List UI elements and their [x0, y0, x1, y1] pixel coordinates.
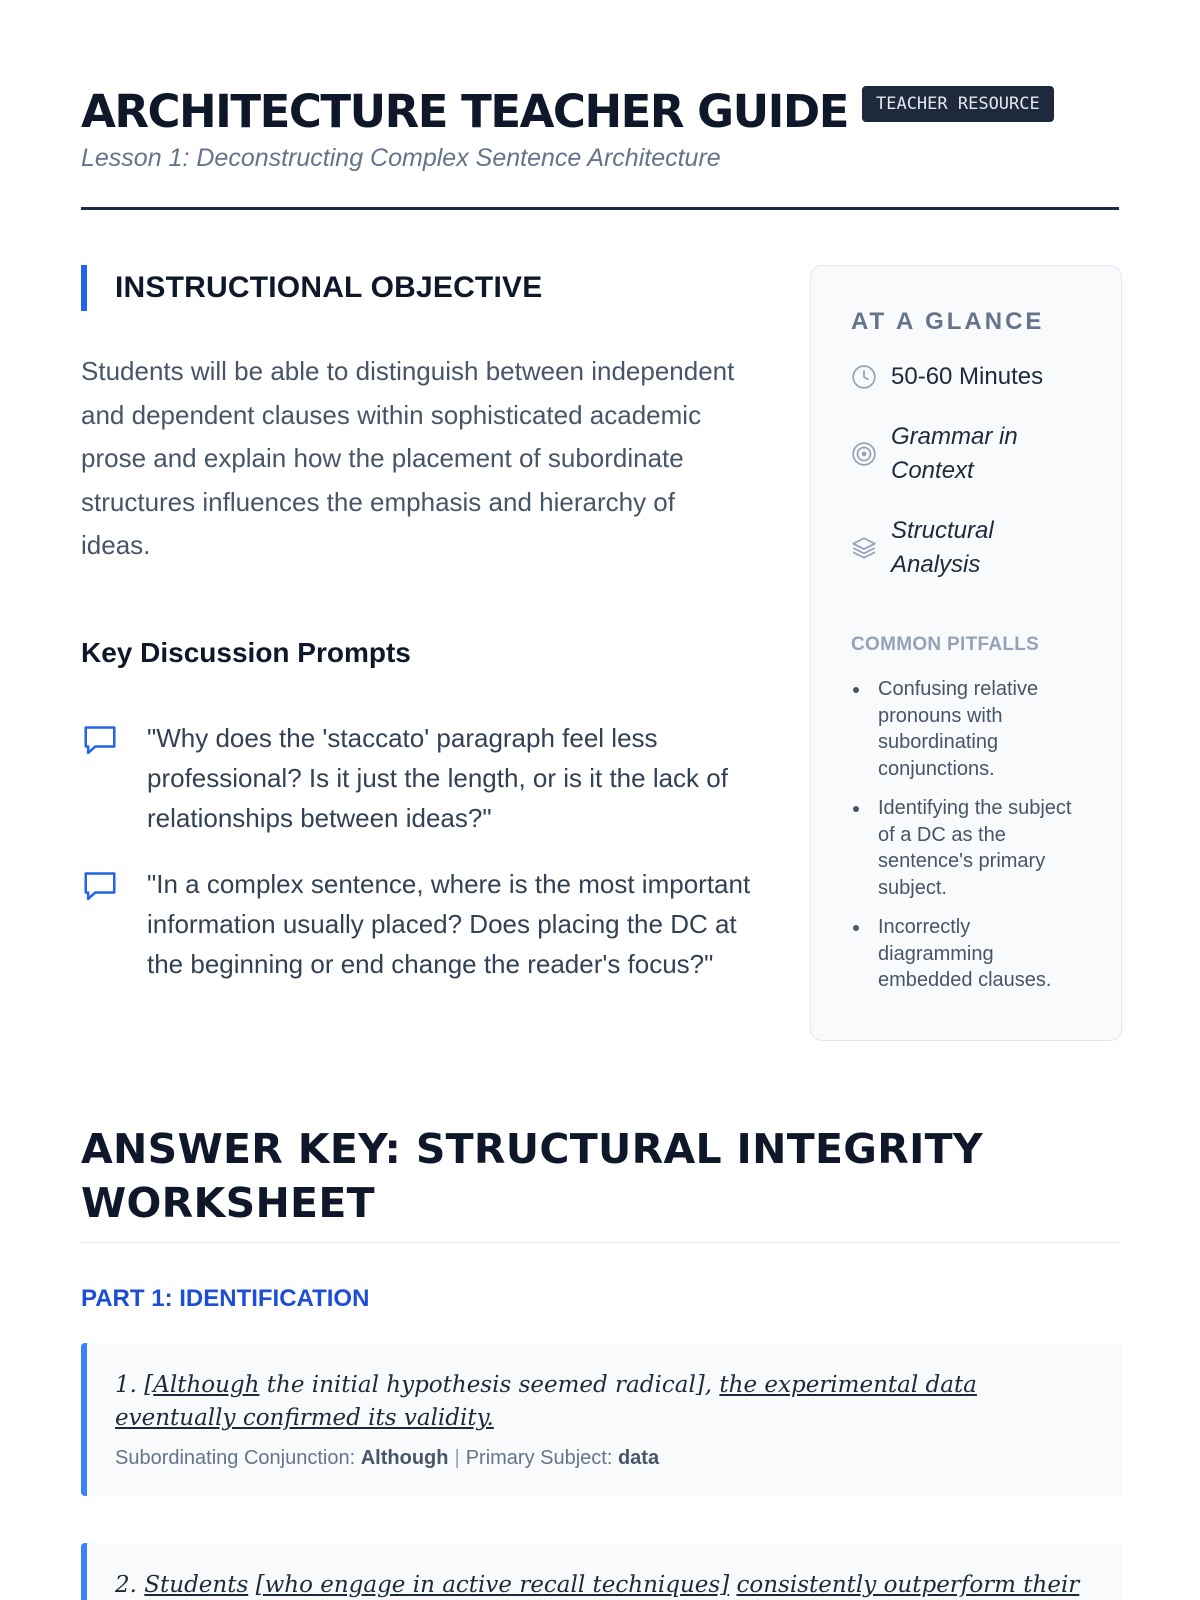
- answer-key-title: ANSWER KEY: STRUCTURAL INTEGRITY WORKSHEET: [81, 1125, 983, 1227]
- duration-text: 50-60 Minutes: [891, 363, 1044, 390]
- teacher-resource-badge: TEACHER RESOURCE: [862, 86, 1054, 122]
- objective-heading: INSTRUCTIONAL OBJECTIVE: [115, 271, 543, 304]
- answer-sentence: [115, 1569, 1094, 1600]
- pitfall-item: Confusing relative pronouns with subordinating conjunctions.: [851, 676, 1081, 782]
- subject-label: Primary Subject:: [465, 1447, 613, 1469]
- answer-item-1: [81, 1343, 1122, 1496]
- discussion-prompt: [81, 864, 761, 984]
- chat-bubble-icon: [81, 868, 119, 906]
- duration-item: [851, 360, 1081, 394]
- pitfalls-heading: COMMON PITFALLS: [851, 634, 1040, 655]
- meta-separator: |: [454, 1447, 460, 1469]
- dependent-clause: [who engage in active recall techniques]: [255, 1572, 730, 1598]
- clock-icon: [851, 364, 877, 390]
- part-1-heading: PART 1: IDENTIFICATION: [81, 1285, 370, 1312]
- skill-item: [851, 514, 1081, 582]
- focus-text: Grammar in Context: [891, 423, 1018, 484]
- item-number: 2.: [115, 1572, 137, 1598]
- objective-text: Students will be able to distinguish between independent and dependent clauses within sophisticated academic prose and explain how the placement of subordinate structures influences the emphasis and hierarchy of ideas.: [81, 356, 735, 560]
- at-a-glance-panel: [810, 265, 1122, 1041]
- lesson-subtitle: Lesson 1: Deconstructing Complex Sentence Architecture: [81, 144, 721, 172]
- focus-item: [851, 420, 1081, 488]
- page-title: ARCHITECTURE TEACHER GUIDE: [81, 85, 848, 138]
- subordinating-conjunction: Although: [153, 1372, 260, 1398]
- glance-heading: AT A GLANCE: [851, 308, 1045, 335]
- header-divider: [81, 207, 1119, 210]
- pitfall-item: Incorrectly diagramming embedded clauses.: [851, 914, 1081, 994]
- pitfalls-list: [851, 676, 1081, 994]
- subject-value: data: [617, 1447, 660, 1469]
- prompts-heading: Key Discussion Prompts: [81, 637, 411, 668]
- chat-bubble-icon: [81, 722, 119, 760]
- independent-clause-end: consistently outperform their: [736, 1572, 1080, 1598]
- page-header: [81, 84, 1119, 176]
- comma: ,: [704, 1372, 720, 1398]
- pitfall-item: Identifying the subject of a DC as the sentence's primary subject.: [851, 795, 1081, 901]
- dependent-clause: the initial hypothesis seemed radical]: [259, 1372, 705, 1398]
- title-row: [81, 84, 1119, 140]
- discussion-prompt: [81, 718, 761, 838]
- skill-text: Structural Analysis: [891, 517, 994, 578]
- answer-sentence: [115, 1369, 1094, 1435]
- answer-key-divider: [81, 1242, 1119, 1243]
- layers-icon: [851, 535, 877, 561]
- objective-heading-block: [81, 265, 542, 311]
- answer-meta: [115, 1447, 1094, 1470]
- target-icon: [851, 441, 877, 467]
- conj-label: Subordinating Conjunction:: [115, 1447, 356, 1469]
- accent-bar: [81, 265, 87, 311]
- answer-item-2: [81, 1543, 1122, 1600]
- dc-bracket-open: [: [144, 1372, 154, 1398]
- prompt-text: "Why does the 'staccato' paragraph feel less professional? Is it just the length, or is it the lack of relationships between ideas?": [147, 723, 728, 833]
- prompt-text: "In a complex sentence, where is the most important information usually placed? Does placing the DC at the beginning or end change the reader's focus?": [147, 869, 751, 979]
- independent-clause-start: Students: [144, 1572, 249, 1598]
- conj-value: Although: [360, 1447, 449, 1469]
- item-number: 1.: [115, 1372, 137, 1398]
- independent-clause: the experimental data eventually confirmed its validity.: [115, 1372, 977, 1431]
